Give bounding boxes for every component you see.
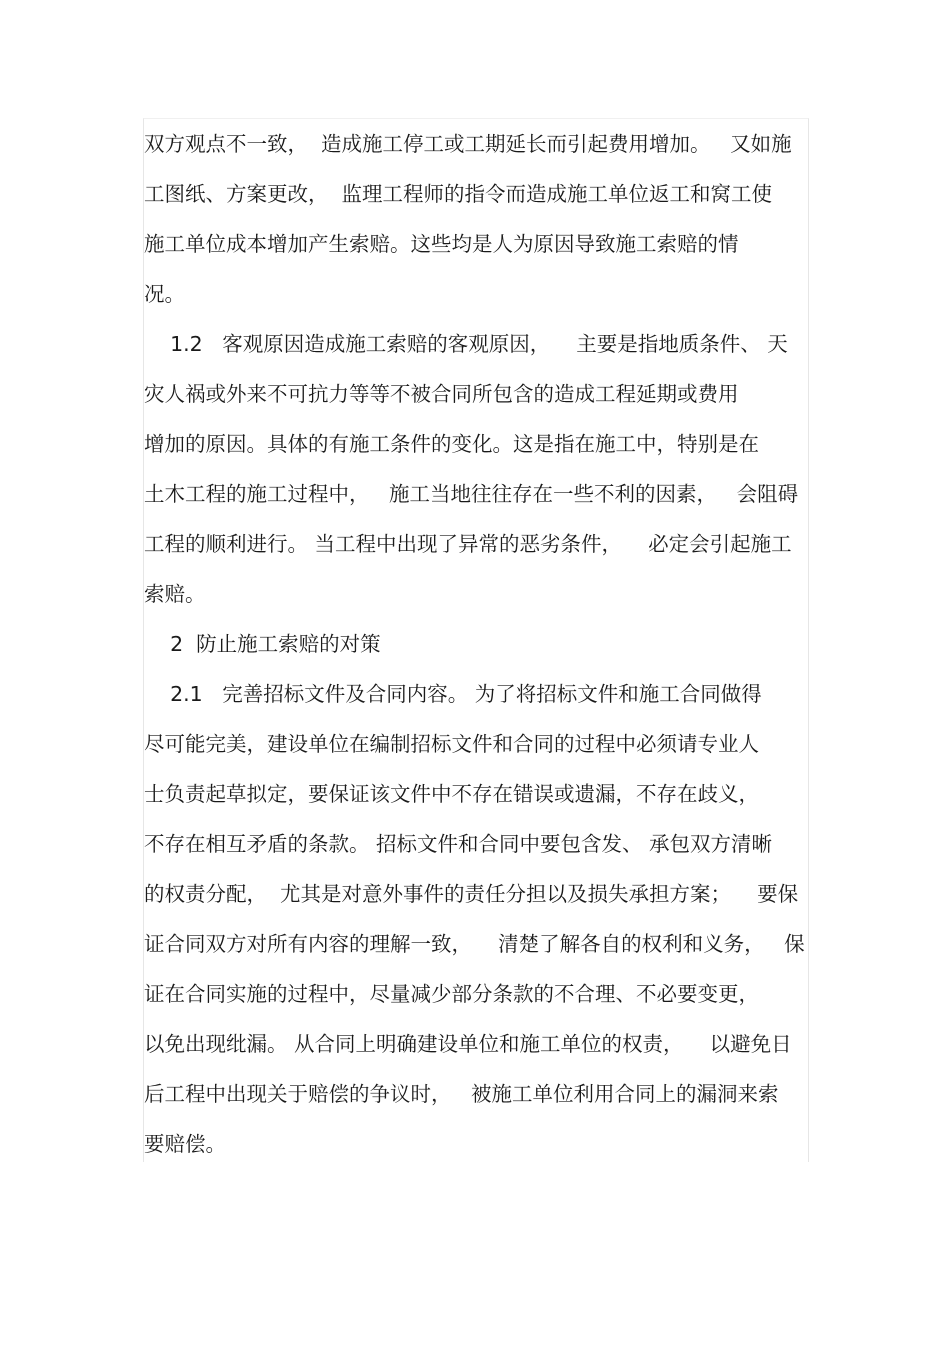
text-line: 不存在相互矛盾的条款。 招标文件和合同中要包含发、 承包双方清晰 [144, 832, 773, 856]
text-line: 施工单位成本增加产生索赔。这些均是人为原因导致施工索赔的情 [144, 232, 739, 256]
text-line: 索赔。 [144, 582, 206, 606]
text-line: 尽可能完美，建设单位在编制招标文件和合同的过程中必须请专业人 [144, 732, 759, 756]
text-line: 双方观点不一致， 造成施工停工或工期延长而引起费用增加。 又如施 [144, 132, 792, 156]
text-line: 的权责分配， 尤其是对意外事件的责任分担以及损失承担方案； 要保 [144, 882, 799, 906]
text-line: 灾人祸或外来不可抗力等等不被合同所包含的造成工程延期或费用 [144, 382, 739, 406]
text-line: 工图纸、方案更改， 监理工程师的指令而造成施工单位返工和窝工使 [144, 182, 773, 206]
text-line: 证在合同实施的过程中，尽量减少部分条款的不合理、不必要变更， [144, 982, 759, 1006]
section-heading-1-2: 1.2 客观原因造成施工索赔的客观原因， 主要是指地质条件、 天 [144, 332, 788, 356]
text-line: 后工程中出现关于赔偿的争议时， 被施工单位利用合同上的漏洞来索 [144, 1082, 779, 1106]
section-heading-2-1: 2.1 完善招标文件及合同内容。 为了将招标文件和施工合同做得 [144, 682, 762, 706]
text-line: 要赔偿。 [144, 1132, 226, 1156]
text-line: 增加的原因。具体的有施工条件的变化。这是指在施工中，特别是在 [144, 432, 759, 456]
text-line: 证合同双方对所有内容的理解一致， 清楚了解各自的权利和义务， 保 [144, 932, 805, 956]
body-text [143, 118, 809, 1162]
text-line: 以免出现纰漏。 从合同上明确建设单位和施工单位的权责， 以避免日 [144, 1032, 792, 1056]
text-line: 士负责起草拟定，要保证该文件中不存在错误或遗漏，不存在歧义， [144, 782, 759, 806]
text-line: 工程的顺利进行。 当工程中出现了异常的恶劣条件， 必定会引起施工 [144, 532, 792, 556]
text-line: 土木工程的施工过程中， 施工当地往往存在一些不利的因素， 会阻碍 [144, 482, 799, 506]
section-heading-2: 2 防止施工索赔的对策 [144, 632, 381, 656]
text-line: 况。 [144, 282, 185, 306]
